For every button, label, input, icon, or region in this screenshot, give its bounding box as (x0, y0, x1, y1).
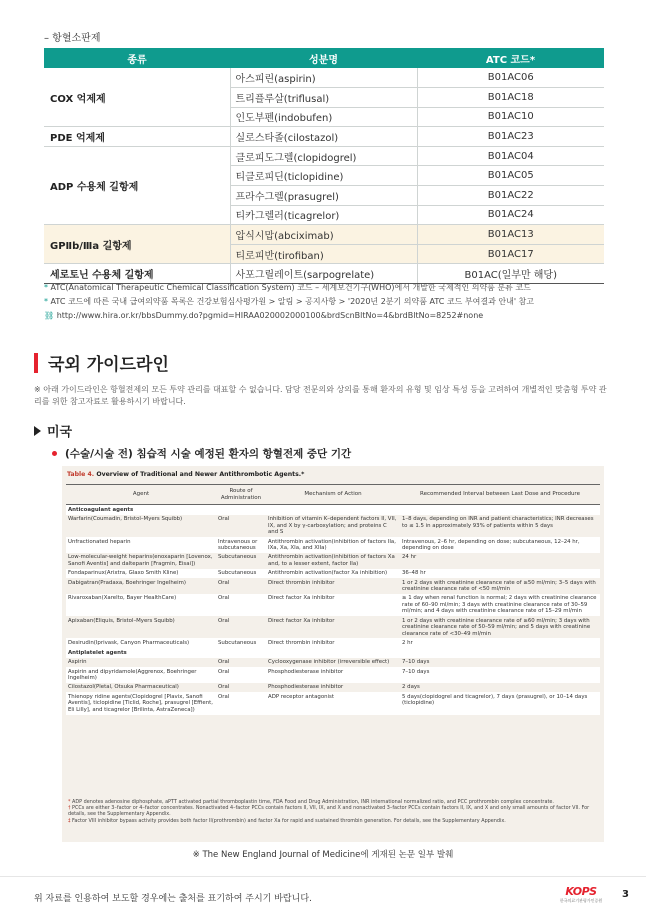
sub-title: (수술/시술 전) 침습적 시술 예정된 환자의 항혈전제 중단 기간 (52, 446, 351, 461)
category-cell: COX 억제제 (44, 68, 230, 127)
ingredient-cell: 티클로피딘(ticlopidine) (230, 166, 417, 186)
mechanism-cell: Inhibition of vitamin K–dependent factors II, VII, IX, and X by γ-carboxylation; and proteins C and S (268, 516, 397, 536)
ingredient-cell: 아스피린(aspirin) (230, 68, 417, 88)
table-row (66, 578, 600, 594)
asterisk-icon: * (44, 283, 51, 292)
group-label: Antiplatelet agents (66, 648, 600, 658)
col-header-route: Route of Administration (216, 485, 266, 505)
link-icon: ⛓ (44, 311, 57, 320)
ingredient-cell: 클로피도그렐(clopidogrel) (230, 146, 417, 166)
page-number: 3 (622, 889, 629, 900)
agent-cell: Fondaparinux(Arixtra, Glaxo Smith Kline) (66, 569, 216, 578)
route-cell: Oral (218, 684, 230, 691)
nejm-footnotes (68, 799, 600, 824)
interval-cell: 7–10 days (402, 659, 430, 666)
table-row (66, 658, 600, 667)
category-cell: PDE 억제제 (44, 127, 230, 147)
route-cell: Subcutaneous (216, 638, 266, 647)
interval-cell: ≥ 1 day when renal function is normal; 2 days with creatinine clearance rate of 60–90 ml/min; 3 days with creatinine clearance rate of 30–59 ml/min; and 4 days with creatinine clearance rate of 15–29 ml/min (400, 594, 600, 616)
agent-cell: Desirudin(Iprivask, Canyon Pharmaceuticals) (66, 638, 216, 647)
agent-cell: Aspirin (68, 659, 87, 666)
note-atc-reference: * ATC 코드에 따른 국내 급여의약품 목록은 건강보험심사평가원 > 알림 > 공지사항 > '2020년 2분기 의약품 ATC 코드 부여결과 안내' 참고 (44, 297, 535, 306)
interval-cell: 36–48 hr (400, 569, 600, 578)
ingredient-cell: 티로피반(tirofiban) (230, 244, 417, 264)
table-row (66, 667, 600, 683)
atc-code-cell: B01AC18 (417, 88, 604, 108)
route-cell: Oral (218, 659, 230, 666)
atc-code-cell: B01AC13 (417, 225, 604, 245)
note-link[interactable]: ⛓ http://www.hira.or.kr/bbsDummy.do?pgmid=HIRAA020002000100&brdScnBltNo=4&brdBltNo=8252#none (44, 311, 484, 320)
triangle-bullet-icon (34, 426, 41, 436)
table-row (44, 68, 604, 88)
us-heading: 미국 (34, 421, 72, 440)
route-cell: Oral (218, 579, 230, 586)
atc-code-cell: B01AC04 (417, 146, 604, 166)
agent-cell: Rivaroxaban(Xarelto, Bayer HealthCare) (66, 594, 216, 616)
table-row (66, 515, 600, 537)
interval-cell: 24 hr (402, 554, 417, 561)
route-cell: Oral (218, 617, 230, 624)
table-row (66, 616, 600, 638)
table-row (66, 692, 600, 714)
ingredient-cell: 티카그렐러(ticagrelor) (230, 205, 417, 225)
mechanism-cell: Antithrombin activation(factor Xa inhibition) (266, 569, 400, 578)
route-cell: Oral (216, 594, 266, 616)
footer-divider (0, 876, 646, 877)
agent-cell: Low-molecular-weight heparins(enoxaparin [Lovenox, Sanofi Aventis] and dalteparin [Fragmin, Eisai]) (68, 554, 213, 567)
asterisk-icon: * (44, 297, 51, 306)
atc-code-cell: B01AC17 (417, 244, 604, 264)
mechanism-cell: Antithrombin activation(inhibition of factors IIa, IXa, Xa, XIa, and XIIa) (266, 537, 400, 553)
table-row (66, 638, 600, 647)
mechanism-cell: Direct factor Xa inhibitor (268, 617, 335, 624)
mechanism-cell: Phosphodiesterase inhibitor (266, 667, 400, 683)
ingredient-cell: 실로스타졸(cilostazol) (230, 127, 417, 147)
ingredient-cell: 압식시맙(abciximab) (230, 225, 417, 245)
nejm-table (66, 484, 600, 715)
kops-logo: KOPS 한국의료기관평가인증원 (559, 885, 603, 903)
interval-cell: 7–10 days (400, 667, 600, 683)
footer-text: 위 자료를 인용하여 보도할 경우에는 출처를 표기하여 주시기 바랍니다. (34, 894, 312, 904)
table-group-row (66, 648, 600, 658)
nejm-table-image (62, 466, 604, 842)
heading-bar-icon (34, 353, 38, 373)
mechanism-cell: Direct thrombin inhibitor (266, 638, 400, 647)
interval-cell: 2 hr (400, 638, 600, 647)
nejm-caption: Table 4. Overview of Traditional and Newer Antithrombotic Agents.* (67, 471, 305, 478)
table-row (44, 146, 604, 166)
atc-code-cell: B01AC23 (417, 127, 604, 147)
table-row (66, 683, 600, 692)
table-notes (44, 281, 614, 323)
route-cell: Subcutaneous (216, 569, 266, 578)
atc-code-cell: B01AC24 (417, 205, 604, 225)
col-header-mechanism: Mechanism of Action (266, 485, 400, 505)
atc-code-cell: B01AC(일부만 해당) (417, 264, 604, 284)
ingredient-cell: 인도부펜(indobufen) (230, 107, 417, 127)
interval-cell: Intravenous, 2–6 hr, depending on dose; subcutaneous, 12–24 hr, depending on dose (400, 537, 600, 553)
route-cell: Intravenous or subcutaneous (216, 537, 266, 553)
category-cell: GPⅡb/Ⅲa 길항제 (44, 225, 230, 264)
atc-code-cell: B01AC06 (417, 68, 604, 88)
mechanism-cell: ADP receptor antagonist (266, 692, 400, 714)
agent-cell: Aspirin and dipyridamole(Aggrenox, Boehringer Ingelheim) (66, 667, 216, 683)
mechanism-cell: Direct factor Xa inhibitor (266, 594, 400, 616)
section-label: – 항혈소판제 (44, 33, 101, 44)
route-cell: Subcutaneous (218, 554, 257, 561)
agent-cell: Apixaban(Eliquis, Bristol–Myers Squibb) (68, 617, 175, 624)
col-header-atc: ATC 코드* (417, 48, 604, 68)
atc-code-cell: B01AC05 (417, 166, 604, 186)
dot-bullet-icon (52, 451, 57, 456)
ingredient-cell: 사포그릴레이트(sarpogrelate) (230, 264, 417, 284)
category-cell: 세로토닌 수용체 길항제 (44, 264, 230, 284)
table-row (66, 594, 600, 616)
source-note: ※ The New England Journal of Medicine에 게재된 논문 일부 발췌 (192, 850, 454, 860)
interval-cell: 2 days (402, 684, 420, 691)
mechanism-cell: Phosphodiesterase inhibitor (268, 684, 344, 691)
col-header-interval: Recommended Interval between Last Dose and Procedure (400, 485, 600, 505)
mechanism-cell: Antithrombin activation(inhibition of factors Xa and, to a lesser extent, factor IIa) (268, 554, 395, 567)
agent-cell: Warfarin(Coumadin, Bristol–Myers Squibb) (68, 516, 183, 523)
table-row (66, 569, 600, 578)
table-row (44, 127, 604, 147)
group-label: Anticoagulant agents (66, 505, 600, 515)
table-row (44, 225, 604, 245)
footnote: † PCCs are either 3–factor or 4–factor concentrates. Nonactivated 4–factor PCCs contain factors II, VII, IX, and X and nonactivated 3–factor PCCs contain factors II, IX, and X and only small amounts of factor VII. For details, see the Supplementary Appendix. (68, 805, 590, 818)
mechanism-cell: Direct thrombin inhibitor (268, 579, 335, 586)
agent-cell: Cilostazol(Pletal, Otsuka Pharmaceutical) (68, 684, 179, 691)
col-header-agent: Agent (66, 485, 216, 505)
interval-cell: 5 days(clopidogrel and ticagrelor), 7 days (prasugrel), or 10–14 days (ticlopidine) (400, 692, 600, 714)
route-cell: Oral (216, 692, 266, 714)
category-cell: ADP 수용체 길항제 (44, 146, 230, 224)
table-row (66, 553, 600, 569)
col-header-ingredient: 성분명 (230, 48, 417, 68)
footnote: * ADP denotes adenosine diphosphate, aPTT activated partial thromboplastin time, FDA Food and Drug Administration, INR international normalized ratio, and PCC prothrombin complex concentrate. (68, 799, 554, 805)
agent-cell: Thienopy ridine agents(Clopidogrel [Plavix, Sanofi Aventis], ticlopidine [Ticlid, Roche], prasugrel [Effient, Eli Lilly], and ticagrelor [Brilinta, AstraZeneca]) (66, 692, 216, 714)
agent-cell: Unfractionated heparin (66, 537, 216, 553)
agent-cell: Dabigatran(Pradaxa, Boehringer Ingelheim) (68, 579, 186, 586)
guideline-disclaimer: ※ 아래 가이드라인은 항혈전제의 모든 투약 관리를 대표할 수 없습니다. 담당 전문의와 상의를 통해 환자의 유형 및 임상 특성 등을 고려하여 개별적인 맞춤형 투약 관리를 위한 참고자료로 활용하시기 바랍니다. (34, 385, 607, 406)
interval-cell: 1 or 2 days with creatinine clearance rate of ≥60 ml/min; 3 days with creatinine clearance rate of 50–59 ml/min; and 5 days with creatinine clearance rate of <30–49 ml/min (402, 617, 591, 637)
footnote: ‡ Factor VIII inhibitor bypass activity provides both factor II(prothrombin) and factor Xa for rapid and sustained thrombin generation. For details, see the Supplementary Appendix. (68, 817, 506, 824)
atc-code-table (44, 48, 604, 284)
atc-code-cell: B01AC10 (417, 107, 604, 127)
col-header-type: 종류 (44, 48, 230, 68)
atc-code-cell: B01AC22 (417, 186, 604, 206)
table-group-row (66, 505, 600, 515)
route-cell: Oral (218, 516, 230, 523)
mechanism-cell: Cyclooxygenase inhibitor (irreversible effect) (268, 659, 390, 666)
interval-cell: 1 or 2 days with creatinine clearance rate of ≥50 ml/min; 3–5 days with creatinine clearance rate of <50 ml/min (402, 579, 596, 593)
interval-cell: 1–8 days, depending on INR and patient characteristics; INR decreases to ≤ 1.5 in approximately 93% of patients within 5 days (402, 516, 594, 529)
ingredient-cell: 트리플루살(triflusal) (230, 88, 417, 108)
guideline-heading: 국외 가이드라인 (34, 350, 169, 375)
table-row (66, 537, 600, 553)
ingredient-cell: 프라수그렐(prasugrel) (230, 186, 417, 206)
route-cell: Oral (216, 667, 266, 683)
note-atc-definition: * ATC(Anatomical Therapeutic Chemical Classification System) 코드 – 세계보건기구(WHO)에서 개발한 국제적인 의약품 분류 코드 (44, 283, 531, 292)
